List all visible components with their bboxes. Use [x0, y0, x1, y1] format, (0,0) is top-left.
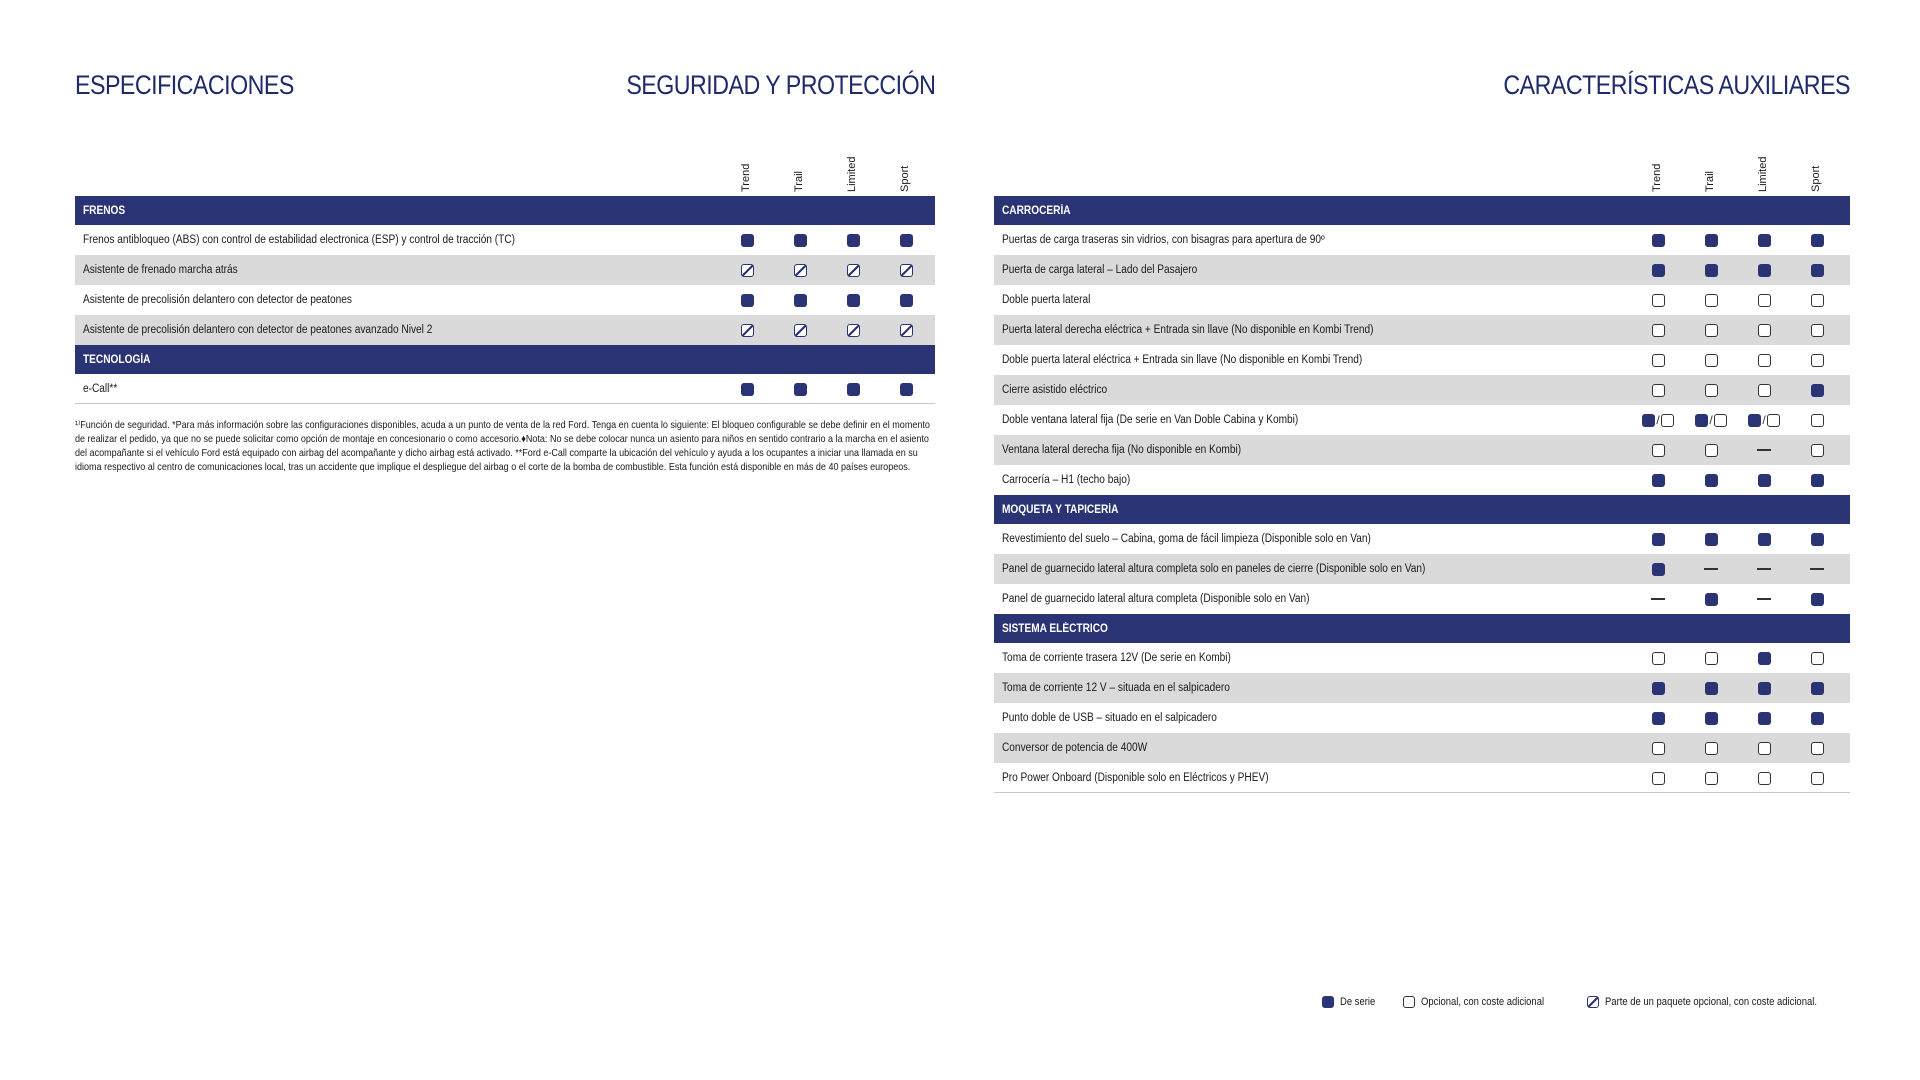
column-header-label: Limited	[1757, 156, 1769, 192]
table-row	[75, 225, 935, 255]
package-square-icon	[1587, 996, 1599, 1008]
table-row	[994, 733, 1850, 763]
cell-sport	[1797, 643, 1837, 673]
cell-sport	[1797, 405, 1837, 435]
table-body	[994, 196, 1850, 793]
standard-square-icon	[1705, 234, 1718, 247]
column-header-label: Sport	[1810, 165, 1822, 192]
table-row	[75, 255, 935, 285]
standard-square-icon	[1811, 384, 1824, 397]
cell-trail	[1691, 375, 1731, 405]
standard-square-icon	[1758, 682, 1771, 695]
standard-square-icon	[1758, 533, 1771, 546]
standard-square-icon	[741, 294, 754, 307]
cell-trend	[1638, 315, 1678, 345]
cell-sport	[1797, 255, 1837, 285]
cell-trail	[1691, 673, 1731, 703]
column-header-label: Trail	[1704, 171, 1716, 192]
column-header-trail	[1704, 148, 1718, 192]
cell-limited	[1744, 345, 1784, 375]
cell-trend	[1638, 345, 1678, 375]
column-header-label: Sport	[899, 165, 911, 192]
feature-label: Asistente de frenado marcha atrás	[83, 264, 238, 276]
legend-package-label: Parte de un paquete opcional, con coste adicional.	[1604, 996, 1817, 1008]
standard-square-icon	[1811, 474, 1824, 487]
table-row	[994, 703, 1850, 733]
feature-label: Conversor de potencia de 400W	[1002, 742, 1148, 754]
optional-square-icon	[1705, 772, 1718, 785]
cell-trail	[780, 374, 820, 404]
section-header	[75, 196, 935, 225]
cell-sport	[1797, 315, 1837, 345]
table-row	[75, 285, 935, 315]
not-available-dash-icon	[1810, 568, 1824, 570]
table-row	[994, 345, 1850, 375]
optional-square-icon	[1811, 324, 1824, 337]
cell-trend	[1638, 554, 1678, 584]
cell-trend	[1638, 435, 1678, 465]
optional-square-icon	[1811, 742, 1824, 755]
optional-square-icon	[1758, 384, 1771, 397]
optional-square-icon	[1758, 324, 1771, 337]
standard-square-icon	[794, 294, 807, 307]
standard-square-icon	[900, 234, 913, 247]
optional-square-icon	[1652, 384, 1665, 397]
cell-sport	[1797, 703, 1837, 733]
standard-square-icon	[847, 294, 860, 307]
cell-sport	[1797, 584, 1837, 614]
column-header-limited	[846, 148, 860, 192]
optional-square-icon	[1705, 384, 1718, 397]
cell-trend	[1638, 703, 1678, 733]
cell-limited	[1744, 435, 1784, 465]
feature-label: Puertas de carga traseras sin vidrios, con bisagras para apertura de 90º	[1002, 234, 1325, 246]
optional-square-icon	[1758, 294, 1771, 307]
cell-sport	[886, 315, 926, 345]
standard-square-icon	[1652, 234, 1665, 247]
cell-limited	[1744, 225, 1784, 255]
cell-limited	[1744, 584, 1784, 614]
section-header-label: MOQUETA Y TAPICERÍA	[1002, 503, 1119, 516]
standard-square-icon	[1758, 474, 1771, 487]
cell-limited	[1744, 465, 1784, 495]
feature-label: Cierre asistido eléctrico	[1002, 384, 1108, 396]
cell-trail	[1691, 315, 1731, 345]
cell-sport	[886, 255, 926, 285]
cell-trend	[1638, 524, 1678, 554]
table-row	[994, 255, 1850, 285]
standard-square-icon	[1811, 593, 1824, 606]
column-header-label: Trail	[793, 171, 805, 192]
package-square-icon	[900, 264, 913, 277]
feature-label: Punto doble de USB – situado en el salpicadero	[1002, 712, 1217, 724]
standard-square-icon	[1758, 264, 1771, 277]
column-headers	[75, 148, 935, 196]
table-row	[994, 225, 1850, 255]
cell-trend	[1638, 375, 1678, 405]
feature-label: Frenos antibloqueo (ABS) con control de estabilidad electronica (ESP) y control de tracción (TC)	[83, 234, 515, 246]
optional-square-icon	[1661, 414, 1674, 427]
legend	[1322, 996, 1851, 1008]
package-square-icon	[741, 264, 754, 277]
feature-label: Ventana lateral derecha fija (No disponible en Kombi)	[1002, 444, 1242, 456]
cell-limited	[1744, 763, 1784, 793]
standard-square-icon	[1705, 593, 1718, 606]
cell-trend	[1638, 285, 1678, 315]
section-title-seguridad: SEGURIDAD Y PROTECCIÓN	[625, 70, 935, 100]
cell-trend	[727, 255, 767, 285]
package-square-icon	[741, 324, 754, 337]
column-header-trend	[740, 148, 754, 192]
standard-square-icon	[1811, 682, 1824, 695]
section-header	[994, 196, 1850, 225]
legend-standard	[1322, 996, 1381, 1008]
cell-trail	[1691, 584, 1731, 614]
cell-sport	[1797, 524, 1837, 554]
table-row	[994, 763, 1850, 793]
feature-label: Toma de corriente 12 V – situada en el salpicadero	[1002, 682, 1230, 694]
standard-square-icon	[847, 383, 860, 396]
table-row	[994, 554, 1850, 584]
standard-square-icon	[1652, 264, 1665, 277]
section-header-label: CARROCERÍA	[1002, 204, 1071, 217]
cell-limited	[1744, 703, 1784, 733]
cell-limited	[833, 285, 873, 315]
table-row	[994, 673, 1850, 703]
column-header-label: Trend	[740, 163, 752, 192]
package-square-icon	[794, 324, 807, 337]
cell-trail	[780, 285, 820, 315]
cell-trend	[727, 225, 767, 255]
not-available-dash-icon	[1757, 568, 1771, 570]
optional-square-icon	[1811, 444, 1824, 457]
cell-trail	[1691, 554, 1731, 584]
feature-label: Carrocería – H1 (techo bajo)	[1002, 474, 1131, 486]
feature-label: Asistente de precolisión delantero con detector de peatones avanzado Nivel 2	[83, 324, 433, 336]
optional-square-icon	[1758, 772, 1771, 785]
optional-square-icon	[1652, 444, 1665, 457]
optional-square-icon	[1652, 742, 1665, 755]
column-header-label: Limited	[846, 156, 858, 192]
table-row	[994, 643, 1850, 673]
cell-trail	[1691, 285, 1731, 315]
footnote: ¹⁾Función de seguridad. *Para más información sobre las configuraciones disponibles, acuda a un punto de venta de la red Ford. Tenga en cuenta lo siguiente: El bloqueo configurable se debe definir en el momento de realizar el pedido, ya que no se puede solicitar como opción de montaje en concesionario o como accesorio.♦Nota: No se debe colocar nunca un asiento para niños en sentido contrario a la marcha en el asiento del acompañante si el vehículo Ford está equipado con airbag del acompañante y dicho airbag está activado. **Ford e-Call comparte la ubicación del vehículo y ayuda a los ocupantes a iniciar una llamada en su idioma respectivo al centro de comunicaciones local, tras un accidente que implique el despliegue del airbag o el corte de la bomba de combustible. Esta función está disponible en más de 40 países europeos.	[75, 419, 930, 473]
section-header	[75, 345, 935, 374]
table-row	[994, 584, 1850, 614]
feature-label: Doble ventana lateral fija (De serie en Van Doble Cabina y Kombi)	[1002, 414, 1299, 426]
cell-sport	[1797, 733, 1837, 763]
cell-limited	[833, 315, 873, 345]
standard-square-icon	[1811, 264, 1824, 277]
standard-square-icon	[794, 383, 807, 396]
cell-sport	[1797, 763, 1837, 793]
feature-label: Panel de guarnecido lateral altura completa (Disponible solo en Van)	[1002, 593, 1310, 605]
cell-trend	[1638, 763, 1678, 793]
not-available-dash-icon	[1704, 568, 1718, 570]
optional-square-icon	[1811, 772, 1824, 785]
table-row	[994, 285, 1850, 315]
page-title-especificaciones: ESPECIFICACIONES	[75, 70, 294, 100]
standard-square-icon	[1811, 712, 1824, 725]
cell-sport	[886, 225, 926, 255]
cell-sport	[886, 374, 926, 404]
cell-sport	[886, 285, 926, 315]
feature-label: Doble puerta lateral	[1002, 294, 1091, 306]
section-header	[994, 495, 1850, 524]
cell-limited	[1744, 643, 1784, 673]
feature-label: Pro Power Onboard (Disponible solo en Eléctricos y PHEV)	[1002, 771, 1269, 784]
cell-limited	[833, 255, 873, 285]
cell-trail	[1691, 524, 1731, 554]
standard-square-icon	[741, 383, 754, 396]
optional-square-icon	[1758, 742, 1771, 755]
standard-square-icon	[1652, 712, 1665, 725]
feature-label: Panel de guarnecido lateral altura completa solo en paneles de cierre (Disponible solo en Van)	[1002, 563, 1426, 575]
feature-label: Puerta lateral derecha eléctrica + Entrada sin llave (No disponible en Kombi Trend)	[1002, 324, 1374, 336]
optional-square-icon	[1811, 414, 1824, 427]
cell-trend	[727, 374, 767, 404]
standard-square-icon	[1652, 563, 1665, 576]
standard-square-icon	[1652, 682, 1665, 695]
feature-label: e-Call**	[83, 382, 118, 395]
cell-limited	[1744, 733, 1784, 763]
cell-trend	[1638, 405, 1678, 435]
feature-label: Doble puerta lateral eléctrica + Entrada sin llave (No disponible en Kombi Trend)	[1002, 354, 1363, 366]
cell-trend	[727, 285, 767, 315]
cell-limited	[1744, 285, 1784, 315]
section-header-label: TECNOLOGÍA	[83, 353, 151, 366]
table-row	[994, 405, 1850, 435]
standard-square-icon	[1705, 682, 1718, 695]
cell-trail	[780, 315, 820, 345]
cell-sport	[1797, 345, 1837, 375]
package-square-icon	[900, 324, 913, 337]
optional-square-icon	[1705, 294, 1718, 307]
cell-trend	[1638, 673, 1678, 703]
cell-trend	[727, 315, 767, 345]
cell-trail	[1691, 255, 1731, 285]
legend-standard-label: De serie	[1340, 996, 1376, 1008]
column-header-sport	[899, 148, 913, 192]
table-row	[994, 315, 1850, 345]
column-header-sport	[1810, 148, 1824, 192]
column-headers	[994, 148, 1850, 196]
column-header-trail	[793, 148, 807, 192]
legend-optional-label: Opcional, con coste adicional	[1421, 996, 1545, 1008]
cell-limited	[1744, 255, 1784, 285]
cell-sport	[1797, 285, 1837, 315]
feature-label: Asistente de precolisión delantero con detector de peatones	[83, 294, 352, 306]
standard-square-icon	[1705, 264, 1718, 277]
standard-square-icon	[1748, 414, 1761, 427]
standard-square-icon	[1758, 234, 1771, 247]
table-row	[994, 435, 1850, 465]
not-available-dash-icon	[1651, 598, 1665, 600]
section-header-label: SISTEMA ELÉCTRICO	[1002, 622, 1108, 635]
optional-square-icon	[1652, 652, 1665, 665]
cell-trail	[780, 255, 820, 285]
cell-trend	[1638, 643, 1678, 673]
table-row	[994, 375, 1850, 405]
caracteristicas-table	[994, 148, 1850, 793]
cell-limited	[1744, 405, 1784, 435]
standard-square-icon	[794, 234, 807, 247]
cell-trail	[1691, 345, 1731, 375]
standard-square-icon	[1322, 996, 1334, 1008]
not-available-dash-icon	[1757, 449, 1771, 451]
table-row	[75, 374, 935, 404]
column-header-label: Trend	[1651, 163, 1663, 192]
cell-trail	[1691, 703, 1731, 733]
optional-square-icon	[1652, 354, 1665, 367]
standard-square-icon	[1705, 533, 1718, 546]
standard-square-icon	[1758, 652, 1771, 665]
cell-sport	[1797, 225, 1837, 255]
cell-sport	[1797, 554, 1837, 584]
cell-trail	[1691, 643, 1731, 673]
standard-square-icon	[1705, 474, 1718, 487]
legend-package	[1587, 996, 1851, 1008]
cell-trail	[1691, 435, 1731, 465]
optional-square-icon	[1714, 414, 1727, 427]
cell-limited	[833, 374, 873, 404]
package-square-icon	[847, 324, 860, 337]
feature-label: Toma de corriente trasera 12V (De serie en Kombi)	[1002, 652, 1231, 664]
cell-trend	[1638, 225, 1678, 255]
optional-square-icon	[1811, 652, 1824, 665]
cell-trail	[1691, 465, 1731, 495]
standard-square-icon	[1642, 414, 1655, 427]
optional-square-icon	[1705, 444, 1718, 457]
cell-limited	[833, 225, 873, 255]
optional-square-icon	[1705, 742, 1718, 755]
package-square-icon	[794, 264, 807, 277]
cell-sport	[1797, 673, 1837, 703]
standard-square-icon	[1758, 712, 1771, 725]
cell-trail	[1691, 405, 1731, 435]
cell-limited	[1744, 554, 1784, 584]
standard-square-icon	[900, 294, 913, 307]
cell-limited	[1744, 524, 1784, 554]
cell-sport	[1797, 465, 1837, 495]
slash-separator: /	[1762, 413, 1766, 427]
table-row	[994, 465, 1850, 495]
optional-square-icon	[1403, 996, 1415, 1008]
standard-square-icon	[900, 383, 913, 396]
table-row	[994, 524, 1850, 554]
cell-trail	[780, 225, 820, 255]
section-title-caracteristicas: CARACTERÍSTICAS AUXILIARES	[1503, 70, 1850, 100]
cell-limited	[1744, 375, 1784, 405]
standard-square-icon	[741, 234, 754, 247]
standard-square-icon	[1652, 533, 1665, 546]
optional-square-icon	[1652, 772, 1665, 785]
optional-square-icon	[1758, 354, 1771, 367]
optional-square-icon	[1705, 324, 1718, 337]
cell-trail	[1691, 763, 1731, 793]
cell-sport	[1797, 375, 1837, 405]
optional-square-icon	[1811, 294, 1824, 307]
table-row	[75, 315, 935, 345]
optional-square-icon	[1767, 414, 1780, 427]
standard-square-icon	[1705, 712, 1718, 725]
package-square-icon	[847, 264, 860, 277]
not-available-dash-icon	[1757, 598, 1771, 600]
standard-square-icon	[847, 234, 860, 247]
cell-trend	[1638, 733, 1678, 763]
seguridad-table	[75, 148, 935, 404]
optional-square-icon	[1811, 354, 1824, 367]
feature-label: Revestimiento del suelo – Cabina, goma de fácil limpieza (Disponible solo en Van)	[1002, 533, 1371, 545]
column-header-limited	[1757, 148, 1771, 192]
legend-optional	[1403, 996, 1564, 1008]
cell-trend	[1638, 255, 1678, 285]
column-header-trend	[1651, 148, 1665, 192]
slash-separator: /	[1656, 413, 1660, 427]
cell-trail	[1691, 733, 1731, 763]
standard-square-icon	[1652, 474, 1665, 487]
optional-square-icon	[1705, 354, 1718, 367]
optional-square-icon	[1705, 652, 1718, 665]
section-header-label: FRENOS	[83, 204, 126, 217]
standard-square-icon	[1811, 533, 1824, 546]
standard-square-icon	[1811, 234, 1824, 247]
feature-label: Puerta de carga lateral – Lado del Pasajero	[1002, 264, 1198, 276]
optional-square-icon	[1652, 324, 1665, 337]
standard-square-icon	[1695, 414, 1708, 427]
cell-trend	[1638, 584, 1678, 614]
cell-sport	[1797, 435, 1837, 465]
cell-limited	[1744, 315, 1784, 345]
cell-trend	[1638, 465, 1678, 495]
table-body	[75, 196, 935, 404]
cell-trail	[1691, 225, 1731, 255]
section-header	[994, 614, 1850, 643]
slash-separator: /	[1709, 413, 1713, 427]
optional-square-icon	[1652, 294, 1665, 307]
cell-limited	[1744, 673, 1784, 703]
